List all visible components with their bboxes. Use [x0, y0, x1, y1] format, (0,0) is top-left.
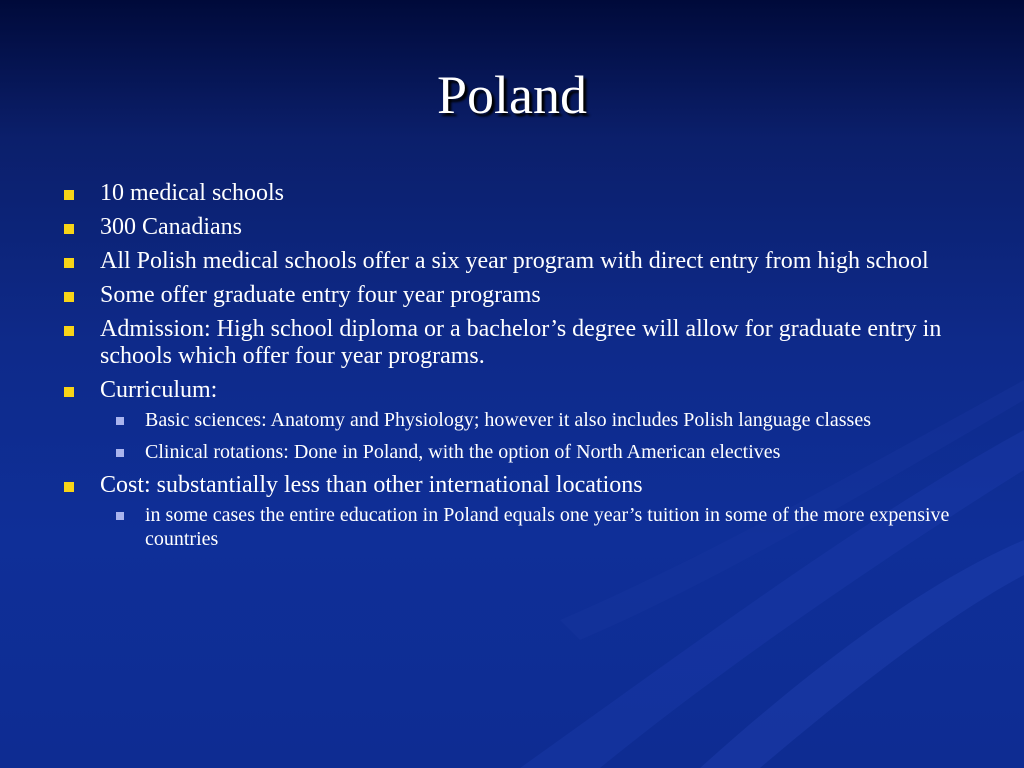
bullet-item-admission [62, 316, 982, 370]
small-square-bullet-icon [116, 512, 124, 520]
bullet-item-six-year-program [62, 248, 982, 275]
square-bullet-icon [64, 224, 74, 234]
bullet-text: Curriculum: [100, 377, 218, 403]
bullet-text: 10 medical schools [100, 180, 284, 206]
square-bullet-icon [64, 258, 74, 268]
bullet-text: Some offer graduate entry four year programs [100, 282, 541, 308]
small-square-bullet-icon [116, 449, 124, 457]
square-bullet-icon [64, 482, 74, 492]
bullet-list [62, 180, 982, 559]
bullet-text: Admission: High school diploma or a bachelor’s degree will allow for graduate entry in schools which offer four year programs. [100, 316, 942, 369]
square-bullet-icon [64, 387, 74, 397]
bullet-item-canadians [62, 214, 982, 241]
square-bullet-icon [64, 326, 74, 336]
sub-bullet-item-tuition [62, 503, 982, 551]
bullet-item-curriculum [62, 377, 982, 404]
bullet-item-medical-schools [62, 180, 982, 207]
bullet-text: All Polish medical schools offer a six year program with direct entry from high school [100, 248, 929, 274]
sub-bullet-text: in some cases the entire education in Poland equals one year’s tuition in some of the more expensive countries [145, 504, 950, 550]
bullet-text: Cost: substantially less than other international locations [100, 472, 643, 498]
square-bullet-icon [64, 292, 74, 302]
square-bullet-icon [64, 190, 74, 200]
slide-title: Poland [436, 65, 587, 125]
bullet-text: 300 Canadians [100, 214, 242, 240]
sub-bullet-text: Basic sciences: Anatomy and Physiology; however it also includes Polish language classes [145, 409, 871, 431]
small-square-bullet-icon [116, 417, 124, 425]
bullet-item-cost [62, 472, 982, 499]
sub-bullet-item-clinical-rotations [62, 440, 982, 464]
sub-bullet-item-basic-sciences [62, 408, 982, 432]
bullet-item-graduate-entry [62, 282, 982, 309]
sub-bullet-text: Clinical rotations: Done in Poland, with the option of North American electives [145, 441, 781, 463]
